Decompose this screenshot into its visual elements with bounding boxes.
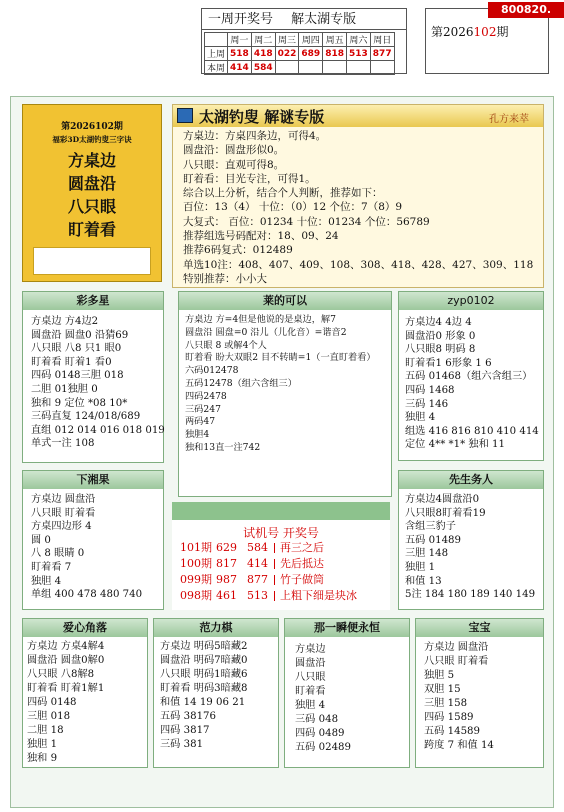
shiji-trial-number: 629 [216, 541, 237, 554]
zyp-line: 四码 1468 [405, 384, 455, 396]
draw-result: 418 [251, 47, 275, 61]
yellow-riddle-line: 圆盘沿 [67, 174, 116, 193]
caiduoxing-line: 四码 0148三胆 018 [31, 370, 124, 382]
day-header: 周六 [347, 33, 371, 47]
laideke-line: 六码012478 [185, 365, 239, 377]
caiduoxing-line: 独和 9 定位 *08 10* [31, 397, 128, 409]
main-line: 盯着看：目光专注，可得1。 [183, 172, 316, 185]
main-line: 百位：13（4） 十位：（0）12 个位：7（8）9 [183, 201, 403, 214]
main-line: 特别推荐：小小大 [183, 272, 267, 285]
laideke-line: 两码47 [185, 416, 216, 428]
xiahu-line: 单组 400 478 480 740 [31, 589, 143, 601]
baobao-line: 五码 14589 [424, 726, 481, 737]
baobao-line: 独胆 5 [424, 670, 455, 681]
shiji-divider [274, 559, 275, 569]
laideke-line: 独和13直一注742 [185, 441, 261, 453]
baobao-line: 双胆 15 [424, 684, 461, 695]
aixin-line: 独和 9 [27, 753, 58, 764]
laideke-line: 八只眼 8 或解4个人 [185, 339, 267, 351]
weekly-results-panel [201, 8, 407, 74]
nayi-lines [295, 643, 351, 755]
weekly-title-row [202, 9, 406, 30]
zyp-line: 独胆 4 [405, 412, 436, 424]
nayi-line: 四码 0489 [295, 728, 345, 739]
nayi-title: 那一瞬便永恒 [285, 619, 409, 637]
main-line: 大复式： 百位：01234 十位：01234 个位：56789 [183, 215, 430, 228]
zyp-line: 方桌边4 4边 4 [405, 317, 472, 328]
caiduoxing-line: 方桌边 方4边2 [31, 316, 99, 327]
main-lines [183, 129, 533, 286]
zyp-lines [405, 316, 539, 452]
xiahu-line: 方桌边 圆盘沿 [31, 494, 96, 505]
day-header: 周二 [251, 33, 275, 47]
fanli-line: 四码 3817 [160, 725, 210, 736]
zyp-line: 盯着看1 6形象 1 6 [405, 357, 492, 369]
main-line: 方桌边：方桌四条边，可得4。 [183, 130, 327, 142]
shiji-issue: 100期 [180, 557, 212, 570]
shiji-issue: 101期 [180, 541, 212, 554]
main-line: 推荐组选号码配对：18、09、24 [183, 230, 339, 243]
yellow-riddle-line: 方桌边 [67, 151, 116, 170]
caiduoxing-title: 彩多星 [23, 292, 163, 310]
baobao-lines [424, 641, 494, 753]
nayi-line: 八只眼 [295, 672, 326, 683]
xiahu-line: 八只眼 盯着看 [31, 507, 96, 519]
shiji-row [180, 572, 357, 588]
aixin-line: 三胆 018 [27, 711, 71, 722]
main-line: 单选10注：408、407、409、108、308、418、428、427、309、118 [183, 258, 534, 271]
shiji-top-bar [172, 502, 390, 520]
zyp-title: zyp0102 [399, 292, 543, 310]
nayi-line: 五码 02489 [295, 742, 352, 753]
zyp-line: 组选 416 816 810 410 414 [405, 425, 539, 437]
xiansheng-line: 三胆 148 [405, 548, 449, 560]
watermark-badge: 800820. NET [488, 2, 564, 18]
aixin-line: 八只眼 八8解8 [27, 669, 95, 680]
fanli-line: 三码 381 [160, 739, 204, 750]
day-header: 周四 [299, 33, 323, 47]
zyp-line: 八只眼8 明码 8 [405, 344, 476, 356]
xiansheng-line: 方桌边4圆盘沿0 [405, 494, 480, 505]
caiduoxing-line: 盯着看 盯着1 看0 [31, 356, 112, 368]
fanli-line: 八只眼 明码1暗藏6 [160, 669, 248, 680]
shiji-note: 再三之后 [280, 541, 324, 554]
xiahu-title: 下湘果 [23, 471, 163, 489]
draw-result [347, 61, 371, 75]
aixin-line: 二胆 18 [27, 725, 64, 736]
week-label: 本周 [205, 61, 228, 75]
baobao-line: 方桌边 圆盘沿 [424, 642, 489, 653]
laideke-line: 五码12478（组六含组三） [185, 377, 297, 389]
main-line: 推荐6码复式：012489 [183, 244, 293, 257]
fanli-title: 范力棋 [154, 619, 278, 637]
book-icon [177, 108, 193, 123]
draw-result [370, 61, 394, 75]
zyp-line: 三码 146 [405, 398, 449, 410]
xiansheng-line: 五码 01489 [405, 534, 462, 546]
shiji-note: 上粗下细是块冰 [280, 589, 357, 602]
laideke-line: 四码2478 [185, 390, 227, 402]
zyp-line: 定位 4** *1* 独和 11 [405, 439, 506, 451]
shiji-trial-number: 987 [216, 573, 237, 586]
main-line: 综合以上分析，结合个人判断，推荐如下： [183, 187, 383, 200]
zyp-line: 五码 01468（组六含组三） [405, 371, 533, 383]
zyp-box [398, 291, 544, 461]
aixin-line: 四码 0148 [27, 697, 77, 708]
caiduoxing-line: 直组 012 014 016 018 019 [31, 424, 165, 436]
laideke-line: 独胆4 [185, 429, 210, 441]
baobao-title: 宝宝 [416, 619, 543, 637]
aixin-line: 圆盘沿 圆盘0解0 [27, 655, 105, 666]
nayi-line: 独胆 4 [295, 700, 326, 711]
laideke-line: 盯着看 盼大双眼2 目不转睛=1（一直盯着看） [185, 352, 376, 364]
laideke-lines [185, 314, 376, 455]
fanli-line: 和值 14 19 06 21 [160, 697, 246, 708]
xiansheng-line: 独胆 1 [405, 561, 436, 573]
shiji-title: 试机号 开奖号 [243, 526, 319, 540]
baobao-line: 四码 1589 [424, 712, 474, 723]
shiji-trial-number: 817 [216, 557, 237, 570]
yellow-subtitle: 福彩3D太湖钓叟三字诀 [52, 135, 132, 144]
xiahu-box [22, 470, 164, 610]
xiahu-line: 独胆 4 [31, 575, 62, 587]
xiansheng-line: 含组三豹子 [405, 521, 456, 533]
xiahu-line: 八 8 眼睛 0 [31, 548, 85, 560]
shiji-issue: 098期 [180, 589, 212, 602]
aixin-box [22, 618, 148, 768]
xiansheng-lines [405, 493, 535, 602]
weekly-results-table [204, 32, 395, 75]
shiji-note: 先后抵达 [280, 557, 324, 570]
zone-title: 解太湖专版 [291, 12, 357, 27]
baobao-line: 跨度 7 和值 14 [424, 740, 494, 751]
shiji-draw-number: 513 [247, 589, 268, 602]
draw-result: 414 [228, 61, 252, 75]
nayi-line: 方桌边 [295, 644, 326, 655]
caiduoxing-line: 单式一注 108 [31, 438, 95, 450]
draw-result: 877 [370, 47, 394, 61]
issue-number: 第2026102期 [431, 25, 509, 39]
nayi-line: 圆盘沿 [295, 658, 326, 669]
aixin-line: 独胆 1 [27, 739, 58, 750]
caiduoxing-line: 三码直复 124/018/689 [31, 411, 141, 423]
main-author: 孔方来萃 [489, 114, 529, 125]
fanli-line: 圆盘沿 明码7暗藏0 [160, 655, 248, 666]
zyp-line: 圆盘沿0 形象 0 [405, 330, 476, 342]
draw-result [323, 61, 347, 75]
shiji-divider [274, 543, 275, 553]
laideke-line: 三码247 [185, 403, 221, 415]
shiji-draw-number: 414 [247, 557, 268, 570]
xiahu-line: 方桌四边形 4 [31, 521, 92, 533]
draw-result: 022 [275, 47, 299, 61]
xiansheng-title: 先生务人 [399, 471, 543, 489]
shiji-issue: 099期 [180, 573, 212, 586]
main-line: 圆盘沿：圆盘形似0。 [183, 144, 285, 157]
xiansheng-line: 5注 184 180 189 140 149 [405, 589, 536, 601]
shiji-note: 竹子做筒 [280, 573, 324, 586]
caiduoxing-line: 八只眼 八8 只1 眼0 [31, 343, 122, 355]
draw-result: 584 [251, 61, 275, 75]
aixin-title: 爱心角落 [23, 619, 147, 637]
xiansheng-line: 八只眼8盯着看19 [405, 507, 486, 519]
fanli-box [153, 618, 279, 768]
laideke-box [178, 291, 392, 497]
shiji-divider [274, 591, 275, 601]
nayi-line: 盯着看 [295, 686, 326, 697]
main-title: 太湖钓叟 解谜专版 [199, 108, 325, 126]
fanli-lines [160, 640, 248, 752]
xiansheng-line: 和值 13 [405, 575, 442, 587]
shiji-trial-number: 461 [216, 589, 237, 602]
yellow-riddle-lines [23, 149, 161, 241]
main-line: 八只眼：直观可得8。 [183, 158, 285, 171]
draw-result: 818 [323, 47, 347, 61]
yellow-issue: 第2026102期 [61, 122, 123, 132]
nayi-box [284, 618, 410, 768]
yellow-riddle-line: 八只眼 [67, 197, 116, 216]
shiji-row [180, 540, 357, 556]
draw-result [299, 61, 323, 75]
day-header: 周日 [370, 33, 394, 47]
main-title-bar [173, 105, 543, 127]
shiji-draw-number: 584 [247, 541, 268, 554]
week-label: 上周 [205, 47, 228, 61]
yellow-blank [33, 247, 151, 275]
shiji-divider [274, 575, 275, 585]
laideke-line: 方桌边 方=4但是他说的是桌边，解7 [185, 314, 336, 325]
main-puzzle-panel [172, 104, 544, 288]
day-header: 周三 [275, 33, 299, 47]
yellow-riddle-line: 盯着看 [67, 220, 116, 239]
shiji-rows [180, 540, 357, 604]
weekly-title: 一周开奖号 [208, 12, 274, 27]
draw-result: 518 [228, 47, 252, 61]
draw-result: 689 [299, 47, 323, 61]
xiahu-line: 圆 0 [31, 534, 51, 546]
draw-result [275, 61, 299, 75]
nayi-line: 三码 048 [295, 714, 339, 725]
caiduoxing-lines [31, 315, 165, 451]
baobao-line: 八只眼 盯着看 [424, 656, 489, 667]
caiduoxing-box [22, 291, 164, 463]
aixin-lines [27, 640, 104, 766]
laideke-title: 莱的可以 [179, 292, 391, 310]
fanli-line: 方桌边 明码5暗藏2 [160, 641, 248, 652]
xiahu-lines [31, 493, 142, 602]
shiji-row [180, 588, 357, 604]
caiduoxing-line: 二胆 01独胆 0 [31, 383, 98, 395]
baobao-line: 三胆 158 [424, 698, 468, 709]
shiji-draw-number: 877 [247, 573, 268, 586]
aixin-line: 方桌边 方桌4解4 [27, 641, 105, 652]
shiji-row [180, 556, 357, 572]
yellow-title-box [22, 104, 162, 282]
fanli-line: 盯着看 明码3暗藏8 [160, 683, 248, 694]
day-header: 周五 [323, 33, 347, 47]
fanli-line: 五码 38176 [160, 711, 217, 722]
xiansheng-box [398, 470, 544, 610]
baobao-box [415, 618, 544, 768]
day-header: 周一 [228, 33, 252, 47]
aixin-line: 盯着看 盯着1解1 [27, 683, 105, 694]
xiahu-line: 盯着看 7 [31, 561, 72, 573]
laideke-line: 圆盘沿 圆盘=0 沿儿（儿化音）=谐音2 [185, 326, 347, 338]
caiduoxing-line: 圆盘沿 圆盘0 沿猜69 [31, 329, 129, 341]
shiji-panel [172, 502, 390, 610]
draw-result: 513 [347, 47, 371, 61]
